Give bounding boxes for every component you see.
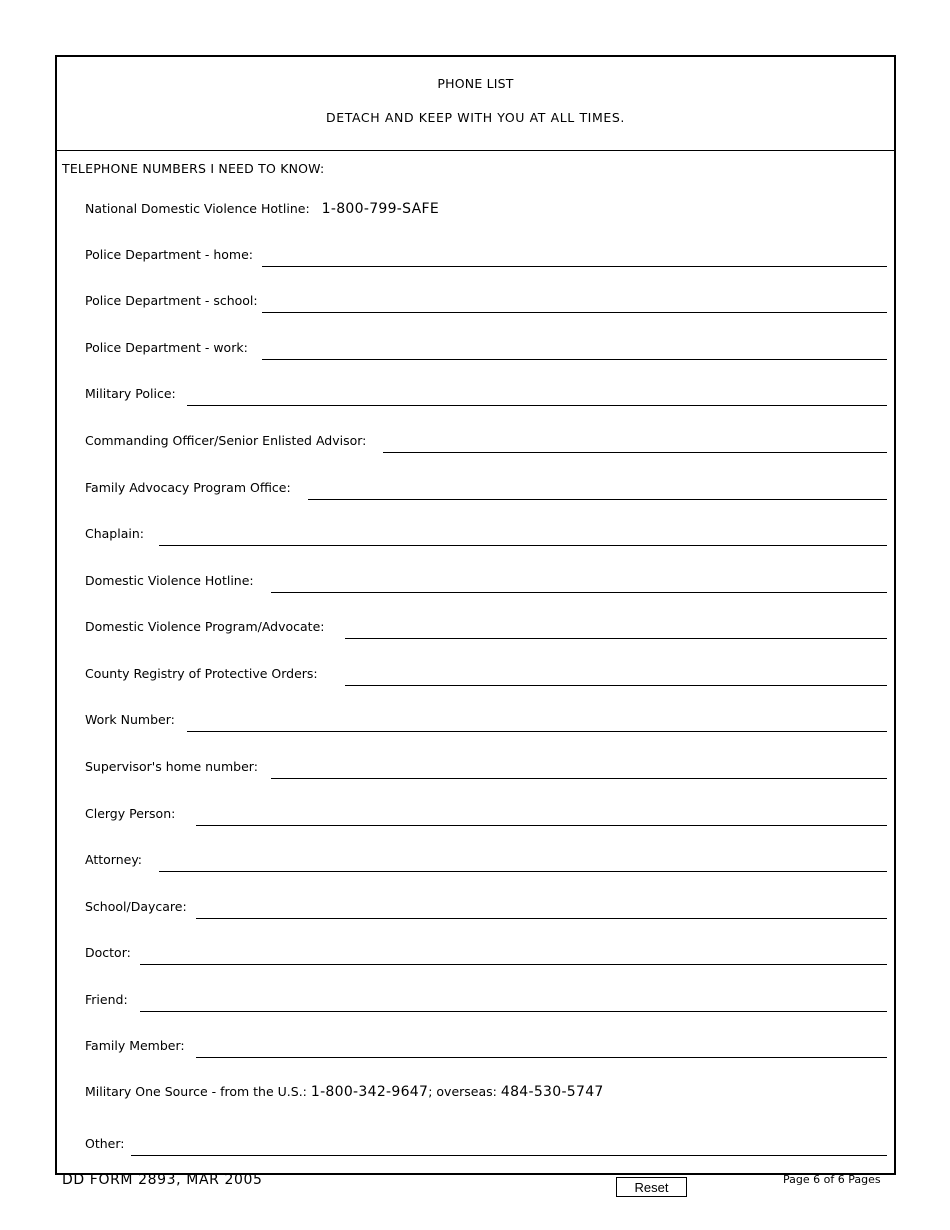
phone-input-commanding-officer[interactable] — [383, 452, 887, 453]
reset-button[interactable]: Reset — [616, 1177, 687, 1197]
form-identifier: DD FORM 2893, MAR 2005 — [62, 1172, 263, 1188]
military-one-source-label: Military One Source - from the U.S.: — [85, 1084, 307, 1099]
military-one-source-us-number: 1-800-342-9647 — [310, 1084, 429, 1100]
other-row — [57, 1136, 894, 1166]
phone-input-attorney[interactable] — [159, 871, 887, 872]
field-label: Commanding Officer/Senior Enlisted Advisor: — [85, 433, 367, 448]
field-label: Police Department - school: — [85, 293, 258, 308]
phone-input-family-advocacy[interactable] — [308, 499, 887, 500]
field-label: Attorney: — [85, 852, 143, 867]
phone-input-dv-hotline[interactable] — [271, 592, 887, 593]
phone-input-military-police[interactable] — [187, 405, 887, 406]
form-instruction: DETACH AND KEEP WITH YOU AT ALL TIMES. — [326, 110, 625, 125]
field-row — [57, 247, 894, 277]
field-row — [57, 759, 894, 789]
field-row — [57, 573, 894, 603]
military-one-source-overseas-label: ; overseas: — [428, 1084, 497, 1099]
field-row — [57, 619, 894, 649]
phone-input-supervisor[interactable] — [271, 778, 887, 779]
phone-list-form — [55, 55, 896, 1175]
field-label: Chaplain: — [85, 526, 144, 541]
phone-input-county-registry[interactable] — [345, 685, 887, 686]
phone-input-school-daycare[interactable] — [196, 918, 887, 919]
field-label: School/Daycare: — [85, 899, 187, 914]
field-label: Military Police: — [85, 386, 176, 401]
field-row — [57, 480, 894, 510]
hotline-row — [57, 201, 894, 231]
other-label: Other: — [85, 1136, 125, 1151]
military-one-source-content — [85, 1084, 604, 1100]
page-count: Page 6 of 6 Pages — [783, 1173, 881, 1186]
field-label: Family Member: — [85, 1038, 185, 1053]
phone-input-chaplain[interactable] — [159, 545, 887, 546]
military-one-source-overseas-number: 484-530-5747 — [500, 1084, 604, 1100]
phone-input-dv-program[interactable] — [345, 638, 887, 639]
field-label: Police Department - work: — [85, 340, 248, 355]
phone-input-clergy[interactable] — [196, 825, 887, 826]
field-label: Work Number: — [85, 712, 175, 727]
field-label: Friend: — [85, 992, 128, 1007]
phone-input-police-school[interactable] — [262, 312, 887, 313]
field-row — [57, 992, 894, 1022]
phone-input-work-number[interactable] — [187, 731, 887, 732]
phone-input-friend[interactable] — [140, 1011, 887, 1012]
field-row — [57, 666, 894, 696]
field-row — [57, 433, 894, 463]
hotline-row-content — [85, 201, 439, 217]
field-row — [57, 806, 894, 836]
phone-input-doctor[interactable] — [140, 964, 887, 965]
hotline-label: National Domestic Violence Hotline: — [85, 201, 310, 216]
field-row — [57, 293, 894, 323]
field-label: Clergy Person: — [85, 806, 176, 821]
phone-input-family-member[interactable] — [196, 1057, 887, 1058]
field-label: Doctor: — [85, 945, 131, 960]
military-one-source-row — [57, 1084, 894, 1114]
field-row — [57, 945, 894, 975]
phone-input-police-home[interactable] — [262, 266, 887, 267]
field-label: Supervisor's home number: — [85, 759, 258, 774]
field-label: Family Advocacy Program Office: — [85, 480, 291, 495]
field-row — [57, 386, 894, 416]
field-label: Domestic Violence Hotline: — [85, 573, 254, 588]
form-title: PHONE LIST — [437, 76, 514, 91]
field-label: County Registry of Protective Orders: — [85, 666, 318, 681]
form-header — [57, 57, 894, 151]
section-heading: TELEPHONE NUMBERS I NEED TO KNOW: — [62, 161, 325, 176]
field-row — [57, 1038, 894, 1068]
field-row — [57, 712, 894, 742]
hotline-number: 1-800-799-SAFE — [321, 201, 439, 217]
phone-input-police-work[interactable] — [262, 359, 887, 360]
field-row — [57, 526, 894, 556]
field-row — [57, 340, 894, 370]
field-row — [57, 852, 894, 882]
field-label: Police Department - home: — [85, 247, 253, 262]
field-label: Domestic Violence Program/Advocate: — [85, 619, 325, 634]
field-row — [57, 899, 894, 929]
phone-input-other[interactable] — [131, 1155, 887, 1156]
